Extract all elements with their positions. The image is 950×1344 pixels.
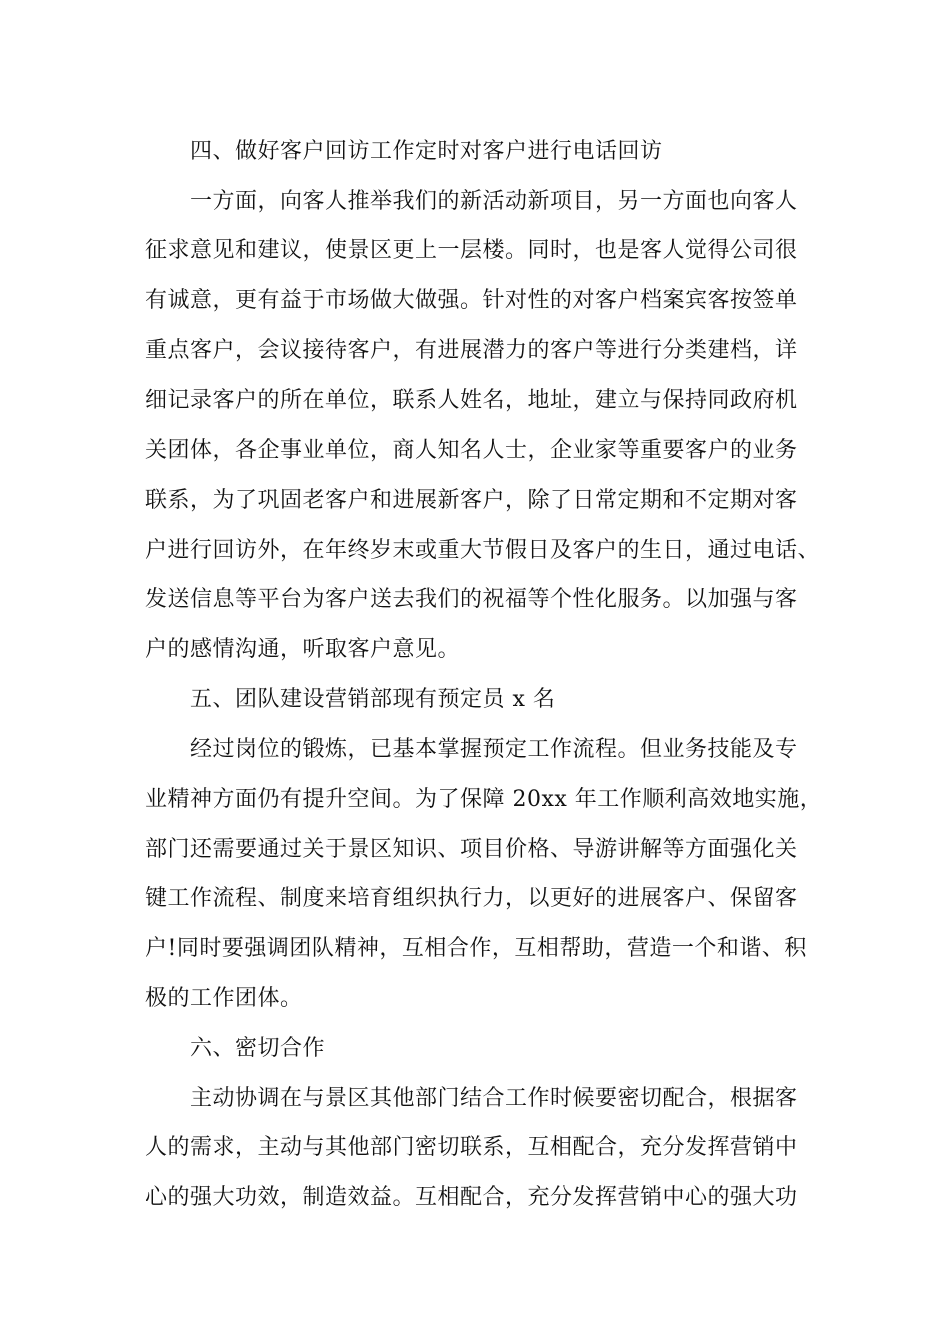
paragraph-line: 发送信息等平台为客户送去我们的祝福等个性化服务。以加强与客: [145, 587, 798, 612]
paragraph-line: 户的感情沟通，听取客户意见。: [145, 637, 461, 662]
paragraph-line: 有诚意，更有益于市场做大做强。针对性的对客户档案宾客按签单: [145, 288, 798, 313]
paragraph-line: 部门还需要通过关于景区知识、项目价格、导游讲解等方面强化关: [145, 837, 798, 862]
paragraph-line: 重点客户，会议接待客户，有进展潜力的客户等进行分类建档，详: [145, 338, 798, 363]
paragraph-line: 心的强大功效，制造效益。互相配合，充分发挥营销中心的强大功: [145, 1185, 798, 1210]
section-heading-4: 四、做好客户回访工作定时对客户进行电话回访: [190, 139, 663, 164]
paragraph-line: 人的需求，主动与其他部门密切联系，互相配合，充分发挥营销中: [145, 1135, 798, 1160]
section-heading-5: 五、团队建设营销部现有预定员 x 名: [190, 687, 556, 712]
paragraph-line: 业精神方面仍有提升空间。为了保障 20xx 年工作顺利高效地实施，: [145, 787, 823, 812]
paragraph-line: 征求意见和建议，使景区更上一层楼。同时，也是客人觉得公司很: [145, 238, 798, 263]
paragraph-line: 极的工作团体。: [145, 986, 303, 1011]
paragraph-line: 联系，为了巩固老客户和进展新客户，除了日常定期和不定期对客: [145, 488, 798, 513]
paragraph-line: 关团体，各企事业单位，商人知名人士，企业家等重要客户的业务: [145, 438, 798, 463]
paragraph-line: 一方面，向客人推举我们的新活动新项目，另一方面也向客人: [190, 189, 798, 214]
paragraph-line: 经过岗位的锻炼，已基本掌握预定工作流程。但业务技能及专: [190, 737, 798, 762]
paragraph-line: 户进行回访外，在年终岁末或重大节假日及客户的生日，通过电话、: [145, 538, 821, 563]
paragraph-line: 键工作流程、制度来培育组织执行力，以更好的进展客户、保留客: [145, 886, 798, 911]
paragraph-line: 户!同时要强调团队精神，互相合作，互相帮助，营造一个和谐、积: [145, 936, 807, 961]
paragraph-line: 主动协调在与景区其他部门结合工作时候要密切配合，根据客: [190, 1086, 798, 1111]
paragraph-line: 细记录客户的所在单位，联系人姓名，地址，建立与保持同政府机: [145, 388, 798, 413]
section-heading-6: 六、密切合作: [190, 1036, 326, 1061]
